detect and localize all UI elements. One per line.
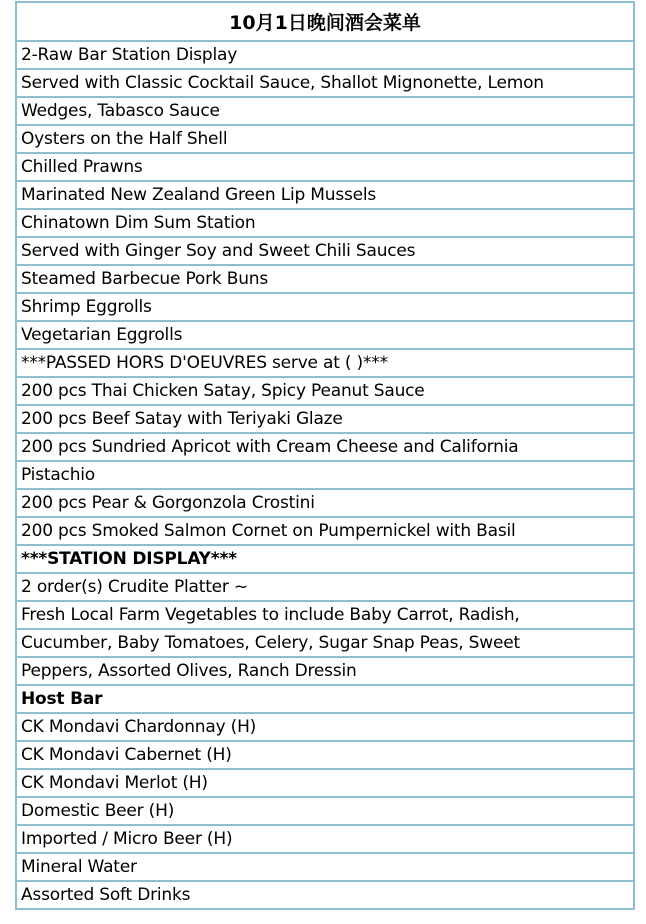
table-row	[16, 489, 634, 517]
table-row	[16, 517, 634, 545]
table-row	[16, 573, 634, 601]
menu-item-cell[interactable]: Served with Classic Cocktail Sauce, Shallot Mignonette, Lemon	[16, 69, 634, 97]
table-row	[16, 545, 634, 573]
table-row	[16, 41, 634, 69]
menu-item-cell[interactable]: Chinatown Dim Sum Station	[16, 209, 634, 237]
menu-item-cell[interactable]: Steamed Barbecue Pork Buns	[16, 265, 634, 293]
title-row	[16, 2, 634, 41]
table-row	[16, 153, 634, 181]
table-row	[16, 713, 634, 741]
table-row	[16, 69, 634, 97]
table-row	[16, 265, 634, 293]
menu-item-cell[interactable]: ***STATION DISPLAY***	[16, 545, 634, 573]
menu-table	[15, 1, 635, 910]
menu-title: 10月1日晚间酒会菜单	[16, 2, 634, 41]
menu-item-cell[interactable]: Mineral Water	[16, 853, 634, 881]
menu-item-cell[interactable]: Host Bar	[16, 685, 634, 713]
table-row	[16, 797, 634, 825]
menu-item-cell[interactable]: Marinated New Zealand Green Lip Mussels	[16, 181, 634, 209]
menu-item-cell[interactable]: CK Mondavi Cabernet (H)	[16, 741, 634, 769]
table-row	[16, 125, 634, 153]
table-row	[16, 825, 634, 853]
menu-item-cell[interactable]: Assorted Soft Drinks	[16, 881, 634, 909]
menu-item-cell[interactable]: 2-Raw Bar Station Display	[16, 41, 634, 69]
table-row	[16, 685, 634, 713]
table-row	[16, 349, 634, 377]
menu-body	[16, 41, 634, 909]
menu-item-cell[interactable]: Served with Ginger Soy and Sweet Chili Sauces	[16, 237, 634, 265]
menu-item-cell[interactable]: Cucumber, Baby Tomatoes, Celery, Sugar Snap Peas, Sweet	[16, 629, 634, 657]
menu-item-cell[interactable]: CK Mondavi Chardonnay (H)	[16, 713, 634, 741]
table-row	[16, 97, 634, 125]
menu-item-cell[interactable]: Pistachio	[16, 461, 634, 489]
menu-item-cell[interactable]: Peppers, Assorted Olives, Ranch Dressin	[16, 657, 634, 685]
menu-item-cell[interactable]: 200 pcs Pear & Gorgonzola Crostini	[16, 489, 634, 517]
table-row	[16, 629, 634, 657]
menu-item-cell[interactable]: CK Mondavi Merlot (H)	[16, 769, 634, 797]
menu-item-cell[interactable]: Shrimp Eggrolls	[16, 293, 634, 321]
table-row	[16, 405, 634, 433]
table-row	[16, 881, 634, 909]
menu-item-cell[interactable]: ***PASSED HORS D'OEUVRES serve at ( )***	[16, 349, 634, 377]
menu-item-cell[interactable]: Wedges, Tabasco Sauce	[16, 97, 634, 125]
table-row	[16, 181, 634, 209]
table-row	[16, 741, 634, 769]
table-row	[16, 853, 634, 881]
menu-item-cell[interactable]: Chilled Prawns	[16, 153, 634, 181]
menu-item-cell[interactable]: Imported / Micro Beer (H)	[16, 825, 634, 853]
menu-item-cell[interactable]: Oysters on the Half Shell	[16, 125, 634, 153]
menu-item-cell[interactable]: Domestic Beer (H)	[16, 797, 634, 825]
menu-item-cell[interactable]: 200 pcs Beef Satay with Teriyaki Glaze	[16, 405, 634, 433]
table-row	[16, 433, 634, 461]
menu-item-cell[interactable]: 2 order(s) Crudite Platter ~	[16, 573, 634, 601]
table-row	[16, 321, 634, 349]
menu-item-cell[interactable]: Fresh Local Farm Vegetables to include Baby Carrot, Radish,	[16, 601, 634, 629]
table-row	[16, 461, 634, 489]
table-row	[16, 769, 634, 797]
menu-item-cell[interactable]: 200 pcs Sundried Apricot with Cream Cheese and California	[16, 433, 634, 461]
menu-item-cell[interactable]: 200 pcs Thai Chicken Satay, Spicy Peanut Sauce	[16, 377, 634, 405]
table-row	[16, 601, 634, 629]
table-row	[16, 237, 634, 265]
table-row	[16, 657, 634, 685]
table-row	[16, 209, 634, 237]
menu-item-cell[interactable]: Vegetarian Eggrolls	[16, 321, 634, 349]
table-row	[16, 293, 634, 321]
menu-item-cell[interactable]: 200 pcs Smoked Salmon Cornet on Pumpernickel with Basil	[16, 517, 634, 545]
table-row	[16, 377, 634, 405]
